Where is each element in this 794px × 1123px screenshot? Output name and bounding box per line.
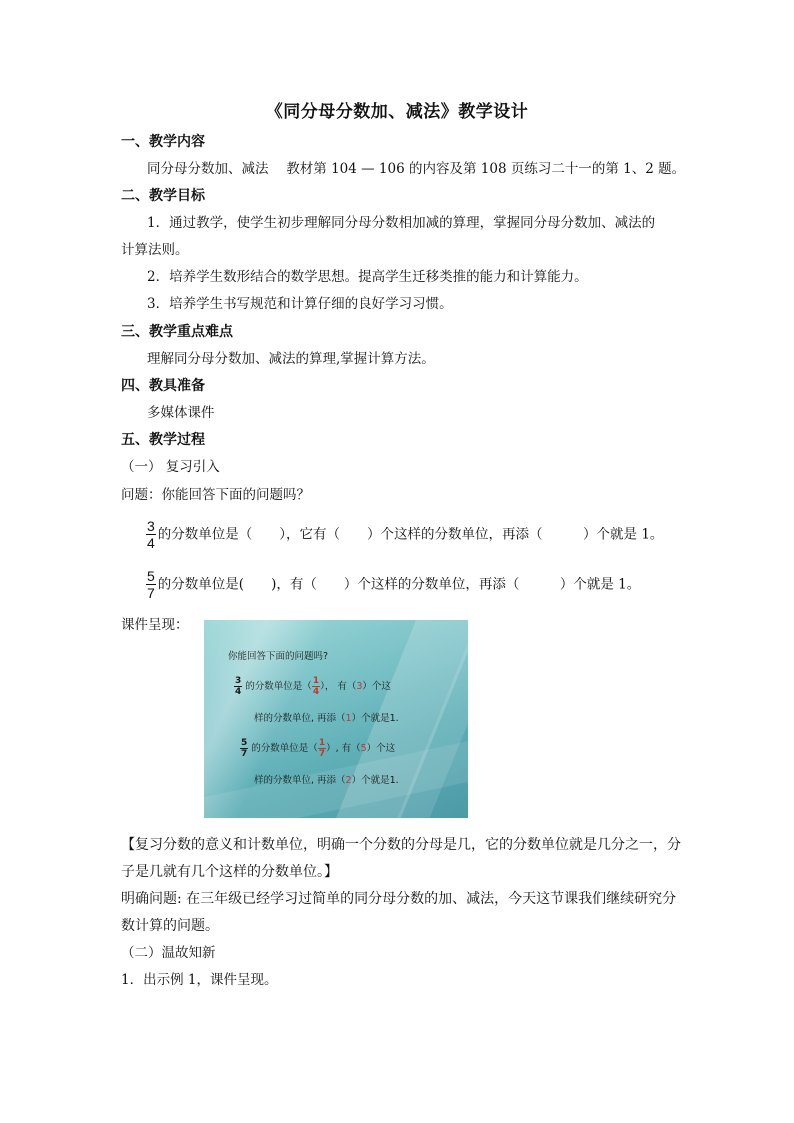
materials-text: 多媒体课件 <box>147 405 215 421</box>
clarify-line-2: 数计算的问题。 <box>121 918 219 934</box>
review-question-prompt: 问题：你能回答下面的问题吗？ <box>121 487 310 503</box>
summary-note-line-1: 【复习分数的意义和计数单位，明确一个分数的分母是几，它的分数单位就是几分之一，分 <box>121 837 681 853</box>
slide-fraction-5-7: $\frac{5}{7}$ <box>241 738 248 759</box>
slide-prompt: 你能回答下面的问题吗? <box>228 651 329 662</box>
document-title: 《同分母分数加、减法》教学设计 <box>265 102 529 122</box>
slide-line-1: $\frac{3}{4}$ 的分数单位是（ $\frac{1}{4}$ ）， 有（3）个这 <box>235 676 391 697</box>
section-heading-materials: 四、教具准备 <box>121 378 205 394</box>
objective-item-1-continued: 计算法则。 <box>121 242 189 258</box>
section-heading-content: 一、教学内容 <box>121 134 205 150</box>
slide-line-4: 样的分数单位, 再添（2）个就是1. <box>254 775 399 786</box>
slide-line-3: $\frac{5}{7}$ 的分数单位是（ $\frac{1}{7}$ ）, 有（5）个这 <box>241 738 396 759</box>
section-content-text: 同分母分数加、减法 教材第 104 — 106 的内容及第 108 页练习二十一的第 1、2 题。 <box>147 161 686 177</box>
key-points-text: 理解同分母分数加、减法的算理,掌握计算方法。 <box>147 351 435 367</box>
clarify-line-1: 明确问题: 在三年级已经学习过简单的同分母分数的加、减法，今天这节课我们继续研究分 <box>121 891 677 907</box>
fraction-three-quarters: $\frac{3}{4}$ <box>147 518 155 551</box>
slide-answer-fraction-1-4: $\frac{1}{4}$ <box>312 676 320 697</box>
objective-item-1: 1．通过教学，使学生初步理解同分母分数相加减的算理，掌握同分母分数加、减法的 <box>147 215 656 231</box>
example-1-instruction: 1．出示例 1，课件呈现。 <box>121 972 278 988</box>
slide-answer-fraction-1-7: $\frac{1}{7}$ <box>318 738 326 759</box>
fraction-five-sevenths: $\frac{5}{7}$ <box>147 568 155 601</box>
slide-label: 课件呈现： <box>121 617 189 633</box>
courseware-slide-image <box>204 620 468 818</box>
section-heading-process: 五、教学过程 <box>121 432 205 448</box>
subsection-review-label: （一） 复习引入 <box>121 459 220 475</box>
review-question-1: $\frac{3}{4}$ 的分数单位是（ ），它有（ ）个这样的分数单位，再添（ ）个就是 1。 <box>147 518 664 551</box>
slide-line-2: 样的分数单位, 再添（1）个就是1. <box>254 713 399 724</box>
section-heading-objectives: 二、教学目标 <box>121 188 205 204</box>
review-question-2: $\frac{5}{7}$ 的分数单位是( )，有（ ）个这样的分数单位，再添（ ）个就是 1。 <box>147 568 641 601</box>
summary-note-line-2: 子是几就有几个这样的分数单位。】 <box>121 864 338 880</box>
slide-fraction-3-4: $\frac{3}{4}$ <box>235 676 242 697</box>
section-heading-key-points: 三、教学重点难点 <box>121 324 233 340</box>
objective-item-3: 3．培养学生书写规范和计算仔细的良好学习习惯。 <box>147 296 453 312</box>
subsection-new-knowledge-label: （二）温故知新 <box>121 945 216 961</box>
objective-item-2: 2．培养学生数形结合的数学思想。提高学生迁移类推的能力和计算能力。 <box>147 269 588 285</box>
